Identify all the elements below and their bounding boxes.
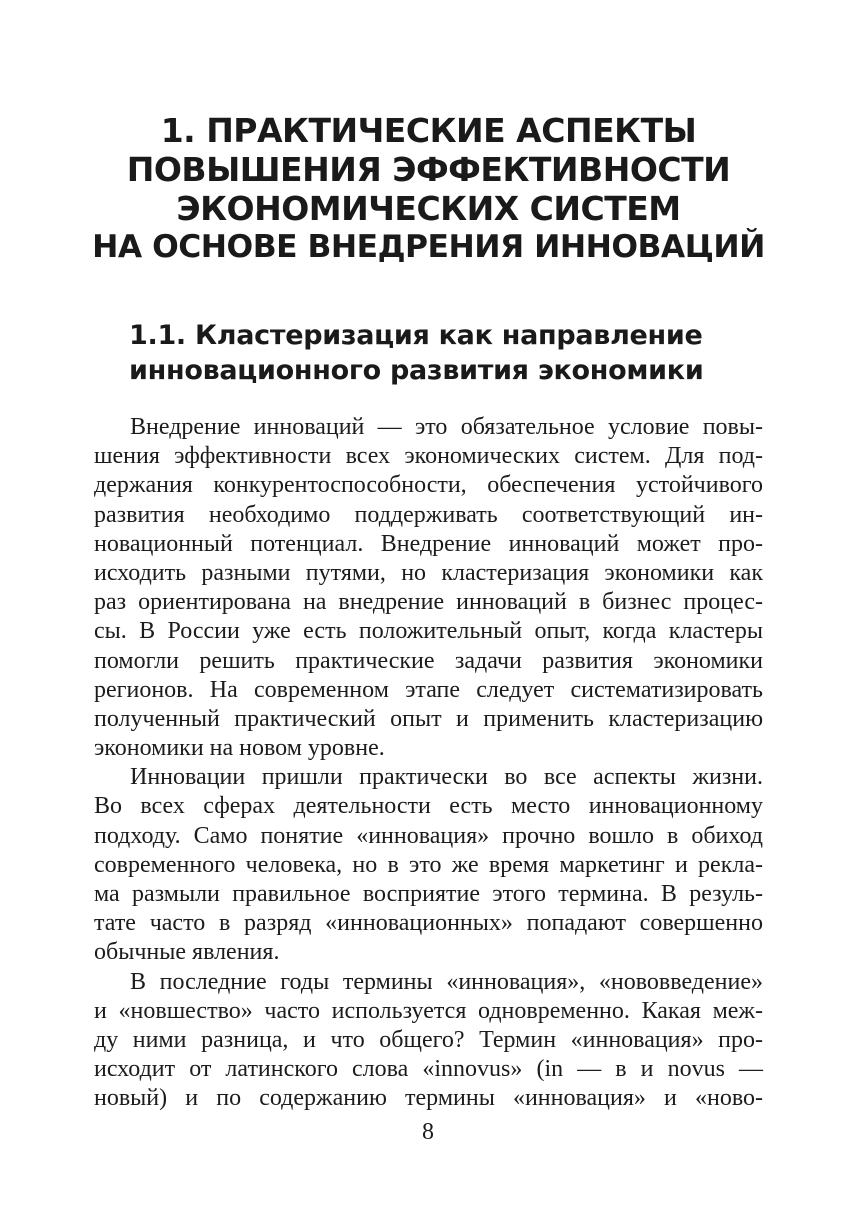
text-line: раз ориентирована на внедрение инноваций в бизнес процес-	[94, 589, 763, 616]
text-line: помогли решить практические задачи развития экономики	[94, 647, 763, 674]
text-line: тате часто в разряд «инновационных» попадают совершенно	[94, 910, 763, 937]
text-line: современного человека, но в это же время маркетинг и рекла-	[94, 851, 763, 878]
text-line: Во всех сферах деятельности есть место инновационному	[94, 793, 763, 820]
text-line: ма размыли правильное восприятие этого термина. В резуль-	[94, 881, 763, 907]
paragraph-1	[94, 413, 763, 763]
text-line: Внедрение инноваций — это обязательное условие повы-	[130, 414, 763, 440]
text-line: шения эффективности всех экономических систем. Для под-	[94, 443, 763, 470]
text-line: регионов. На современном этапе следует систематизировать	[94, 676, 763, 703]
body-text	[94, 413, 763, 1114]
section-title-line: инновационного развития экономики	[129, 355, 704, 386]
text-line: и «новшество» часто используется одновременно. Какая меж-	[94, 997, 763, 1024]
text-line: развития необходимо поддерживать соответствующий ин-	[94, 501, 763, 528]
chapter-title-line: ПОВЫШЕНИЯ ЭФФЕКТИВНОСТИ	[126, 150, 731, 189]
text-line: новый) и по содержанию термины «инновация» и «ново-	[94, 1085, 763, 1112]
text-line: полученный практический опыт и применить кластеризацию	[94, 705, 763, 732]
chapter-title-line: ЭКОНОМИЧЕСКИХ СИСТЕМ	[176, 189, 681, 228]
page-number: 8	[422, 1119, 434, 1145]
text-line: исходить разными путями, но кластеризация экономики как	[94, 559, 763, 586]
chapter-title-line: НА ОСНОВЕ ВНЕДРЕНИЯ ИННОВАЦИЙ	[92, 229, 765, 265]
paragraph-3	[94, 968, 763, 1114]
text-line: В последние годы термины «инновация», «нововведение»	[130, 968, 763, 995]
text-line: подходу. Само понятие «инновация» прочно вошло в обиход	[94, 822, 763, 849]
text-line: экономики на новом уровне.	[94, 735, 385, 762]
section-title-line: 1.1. Кластеризация как направление	[129, 320, 703, 351]
section-title	[129, 318, 769, 388]
text-line: исходит от латинского слова «innovus» (in — в и novus —	[94, 1056, 763, 1083]
text-line: Инновации пришли практически во все аспекты жизни.	[130, 764, 763, 791]
text-line: обычные явления.	[94, 939, 280, 966]
chapter-title	[90, 111, 767, 267]
text-line: новационный потенциал. Внедрение инноваций может про-	[94, 530, 763, 557]
paragraph-2	[94, 763, 763, 967]
chapter-title-line: 1. ПРАКТИЧЕСКИЕ АСПЕКТЫ	[160, 111, 697, 150]
text-line: сы. В России уже есть положительный опыт, когда кластеры	[94, 618, 763, 645]
text-line: ду ними разница, и что общего? Термин «инновация» про-	[94, 1026, 763, 1053]
text-line: держания конкурентоспособности, обеспечения устойчивого	[94, 472, 763, 499]
